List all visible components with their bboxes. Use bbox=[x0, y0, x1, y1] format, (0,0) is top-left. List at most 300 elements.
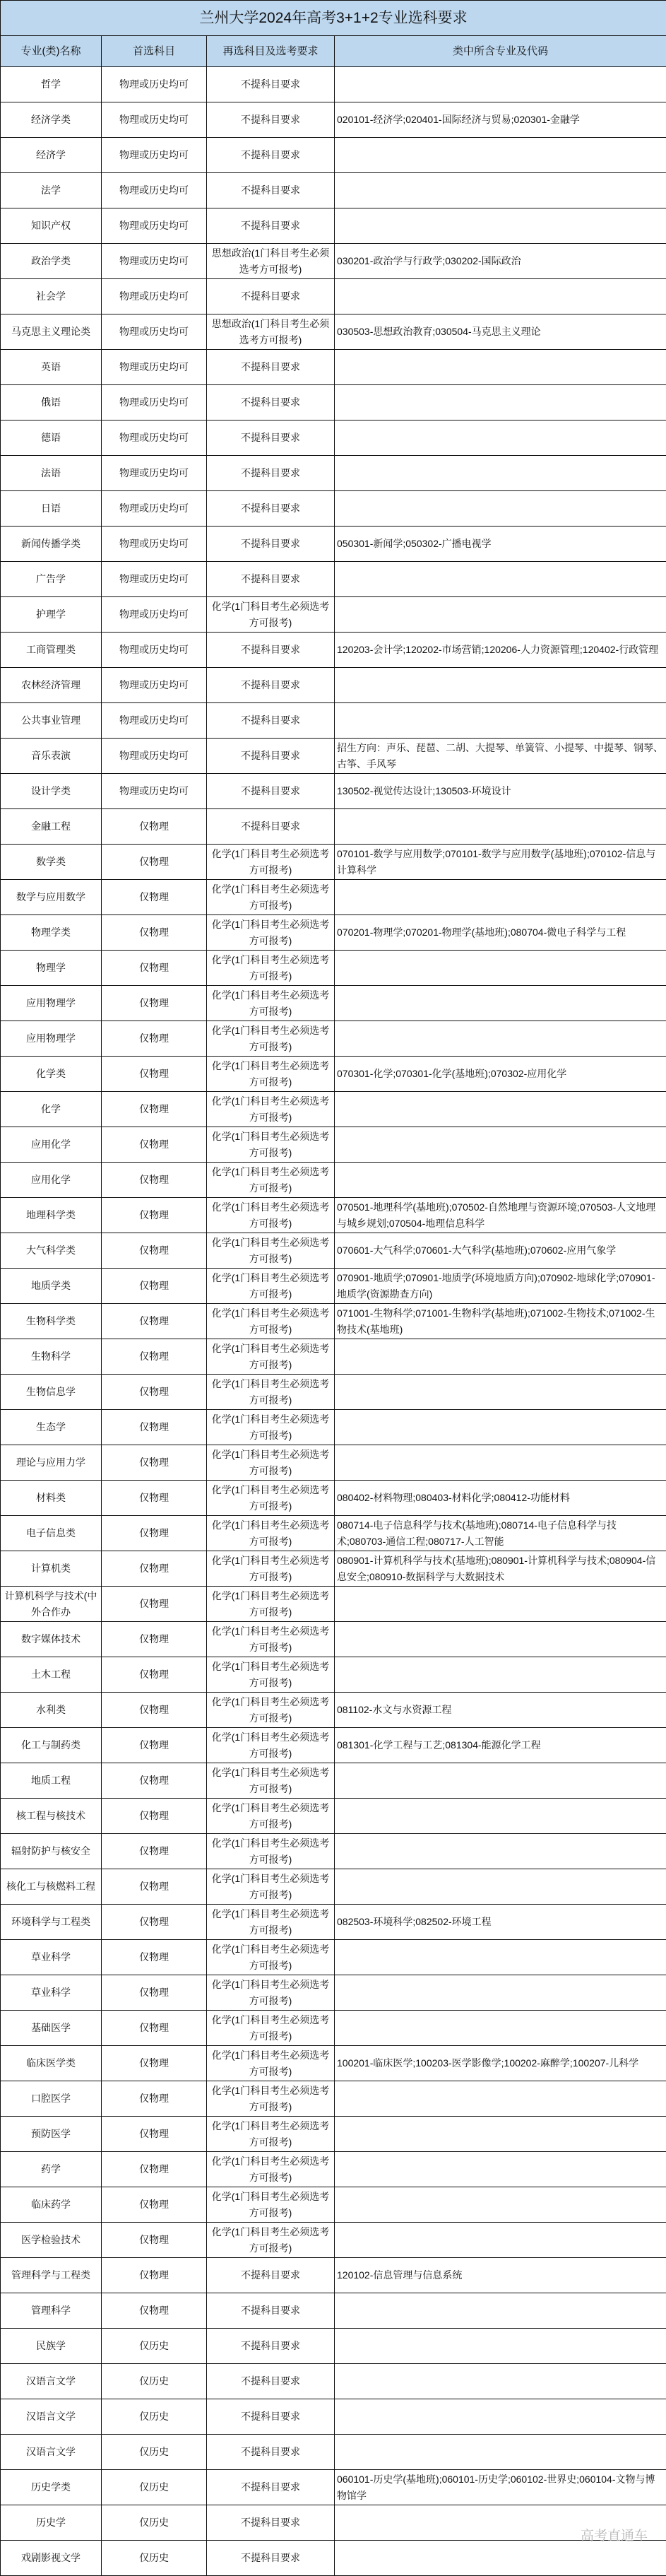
major-codes: 020101-经济学;020401-国际经济与贸易;020301-金融学 bbox=[335, 102, 666, 138]
major-name: 水利类 bbox=[1, 1693, 102, 1728]
major-codes bbox=[335, 2541, 666, 2576]
table-row bbox=[1, 2046, 666, 2081]
second-subject: 化学(1门科目考生必须选考方可报考) bbox=[207, 1198, 335, 1233]
major-codes: 120203-会计学;120202-市场营销;120206-人力资源管理;120402-行政管理 bbox=[335, 633, 666, 668]
table-row bbox=[1, 1233, 666, 1269]
table-row bbox=[1, 2364, 666, 2399]
major-codes bbox=[335, 951, 666, 986]
second-subject: 不提科目要求 bbox=[207, 633, 335, 668]
major-name: 土木工程 bbox=[1, 1657, 102, 1693]
major-name: 历史学 bbox=[1, 2505, 102, 2541]
second-subject: 不提科目要求 bbox=[207, 2541, 335, 2576]
major-name: 理论与应用力学 bbox=[1, 1445, 102, 1481]
major-name: 戏剧影视文学 bbox=[1, 2541, 102, 2576]
second-subject: 不提科目要求 bbox=[207, 739, 335, 774]
table-row bbox=[1, 1622, 666, 1657]
second-subject: 不提科目要求 bbox=[207, 350, 335, 385]
first-subject: 仅物理 bbox=[102, 1940, 207, 1975]
first-subject: 仅物理 bbox=[102, 1410, 207, 1445]
major-name: 地质学类 bbox=[1, 1269, 102, 1304]
second-subject: 化学(1门科目考生必须选考方可报考) bbox=[207, 1587, 335, 1622]
major-name: 日语 bbox=[1, 491, 102, 527]
major-codes bbox=[335, 703, 666, 739]
second-subject: 不提科目要求 bbox=[207, 703, 335, 739]
table-row bbox=[1, 915, 666, 951]
second-subject: 化学(1门科目考生必须选考方可报考) bbox=[207, 1657, 335, 1693]
major-name: 化学类 bbox=[1, 1057, 102, 1092]
table-row bbox=[1, 986, 666, 1021]
major-codes: 050301-新闻学;050302-广播电视学 bbox=[335, 527, 666, 562]
major-codes bbox=[335, 562, 666, 597]
second-subject: 化学(1门科目考生必须选考方可报考) bbox=[207, 1339, 335, 1375]
first-subject: 物理或历史均可 bbox=[102, 314, 207, 350]
major-codes bbox=[335, 1163, 666, 1198]
table-row bbox=[1, 1693, 666, 1728]
major-name: 俄语 bbox=[1, 385, 102, 420]
header-codes: 类中所含专业及代码 bbox=[335, 36, 666, 67]
second-subject: 化学(1门科目考生必须选考方可报考) bbox=[207, 1445, 335, 1481]
major-codes bbox=[335, 2117, 666, 2152]
major-codes: 070201-物理学;070201-物理学(基地班);080704-微电子科学与工程 bbox=[335, 915, 666, 951]
table-row bbox=[1, 597, 666, 633]
first-subject: 仅物理 bbox=[102, 1269, 207, 1304]
major-codes: 070901-地质学;070901-地质学(环境地质方向);070902-地球化学;070901-地质学(资源勘查方向) bbox=[335, 1269, 666, 1304]
first-subject: 仅物理 bbox=[102, 880, 207, 915]
first-subject: 仅物理 bbox=[102, 1869, 207, 1905]
first-subject: 物理或历史均可 bbox=[102, 668, 207, 703]
table-title: 兰州大学2024年高考3+1+2专业选科要求 bbox=[1, 1, 666, 36]
table-row bbox=[1, 1763, 666, 1799]
major-codes bbox=[335, 1940, 666, 1975]
first-subject: 仅历史 bbox=[102, 2364, 207, 2399]
first-subject: 仅历史 bbox=[102, 2505, 207, 2541]
major-name: 草业科学 bbox=[1, 1975, 102, 2011]
table-row bbox=[1, 350, 666, 385]
major-codes bbox=[335, 2152, 666, 2187]
second-subject: 化学(1门科目考生必须选考方可报考) bbox=[207, 1481, 335, 1516]
second-subject: 思想政治(1门科目考生必须选考方可报考) bbox=[207, 244, 335, 279]
table-row bbox=[1, 2011, 666, 2046]
table-row bbox=[1, 173, 666, 208]
table-row bbox=[1, 2541, 666, 2576]
major-name: 法学 bbox=[1, 173, 102, 208]
first-subject: 仅物理 bbox=[102, 2258, 207, 2293]
second-subject: 不提科目要求 bbox=[207, 2364, 335, 2399]
first-subject: 物理或历史均可 bbox=[102, 67, 207, 102]
first-subject: 仅物理 bbox=[102, 1657, 207, 1693]
major-name: 管理科学与工程类 bbox=[1, 2258, 102, 2293]
major-codes bbox=[335, 2081, 666, 2117]
first-subject: 物理或历史均可 bbox=[102, 739, 207, 774]
major-name: 地质工程 bbox=[1, 1763, 102, 1799]
major-codes bbox=[335, 1127, 666, 1163]
major-name: 英语 bbox=[1, 350, 102, 385]
second-subject: 化学(1门科目考生必须选考方可报考) bbox=[207, 1622, 335, 1657]
major-codes: 130502-视觉传达设计;130503-环境设计 bbox=[335, 774, 666, 809]
second-subject: 不提科目要求 bbox=[207, 420, 335, 456]
major-codes bbox=[335, 2435, 666, 2470]
major-name: 应用物理学 bbox=[1, 986, 102, 1021]
second-subject: 不提科目要求 bbox=[207, 2435, 335, 2470]
major-codes bbox=[335, 279, 666, 314]
major-codes: 071001-生物科学;071001-生物科学(基地班);071002-生物技术;071002-生物技术(基地班) bbox=[335, 1304, 666, 1339]
table-row bbox=[1, 491, 666, 527]
major-name: 经济学 bbox=[1, 138, 102, 173]
first-subject: 物理或历史均可 bbox=[102, 173, 207, 208]
second-subject: 化学(1门科目考生必须选考方可报考) bbox=[207, 2081, 335, 2117]
second-subject: 不提科目要求 bbox=[207, 668, 335, 703]
table-row bbox=[1, 703, 666, 739]
major-codes bbox=[335, 2329, 666, 2364]
major-codes bbox=[335, 2364, 666, 2399]
major-codes bbox=[335, 986, 666, 1021]
header-first-subject: 首选科目 bbox=[102, 36, 207, 67]
major-name: 预防医学 bbox=[1, 2117, 102, 2152]
table-row bbox=[1, 2399, 666, 2435]
table-row bbox=[1, 208, 666, 244]
second-subject: 不提科目要求 bbox=[207, 102, 335, 138]
second-subject: 化学(1门科目考生必须选考方可报考) bbox=[207, 1834, 335, 1869]
table-row bbox=[1, 1975, 666, 2011]
major-codes bbox=[335, 1622, 666, 1657]
first-subject: 仅物理 bbox=[102, 845, 207, 880]
second-subject: 化学(1门科目考生必须选考方可报考) bbox=[207, 1763, 335, 1799]
watermark: 高考直通车 bbox=[581, 2525, 648, 2544]
first-subject: 仅历史 bbox=[102, 2435, 207, 2470]
major-codes: 100201-临床医学;100203-医学影像学;100202-麻醉学;100207-儿科学 bbox=[335, 2046, 666, 2081]
major-codes bbox=[335, 880, 666, 915]
table-row bbox=[1, 1057, 666, 1092]
second-subject: 化学(1门科目考生必须选考方可报考) bbox=[207, 880, 335, 915]
second-subject: 化学(1门科目考生必须选考方可报考) bbox=[207, 2011, 335, 2046]
major-name: 数字媒体技术 bbox=[1, 1622, 102, 1657]
first-subject: 仅历史 bbox=[102, 2541, 207, 2576]
table-row bbox=[1, 456, 666, 491]
table-row bbox=[1, 420, 666, 456]
first-subject: 物理或历史均可 bbox=[102, 102, 207, 138]
major-codes: 070301-化学;070301-化学(基地班);070302-应用化学 bbox=[335, 1057, 666, 1092]
table-row bbox=[1, 2258, 666, 2293]
table-row bbox=[1, 845, 666, 880]
first-subject: 仅历史 bbox=[102, 2329, 207, 2364]
major-codes bbox=[335, 1339, 666, 1375]
major-name: 哲学 bbox=[1, 67, 102, 102]
major-name: 应用化学 bbox=[1, 1127, 102, 1163]
first-subject: 仅物理 bbox=[102, 1728, 207, 1763]
first-subject: 物理或历史均可 bbox=[102, 491, 207, 527]
major-codes bbox=[335, 1092, 666, 1127]
first-subject: 仅物理 bbox=[102, 1622, 207, 1657]
major-name: 汉语言文学 bbox=[1, 2399, 102, 2435]
second-subject: 化学(1门科目考生必须选考方可报考) bbox=[207, 1127, 335, 1163]
first-subject: 仅物理 bbox=[102, 809, 207, 845]
first-subject: 仅物理 bbox=[102, 1057, 207, 1092]
major-codes bbox=[335, 67, 666, 102]
major-name: 药学 bbox=[1, 2152, 102, 2187]
table-row bbox=[1, 951, 666, 986]
table-row bbox=[1, 2223, 666, 2258]
second-subject: 化学(1门科目考生必须选考方可报考) bbox=[207, 1304, 335, 1339]
table-row bbox=[1, 1410, 666, 1445]
major-name: 公共事业管理 bbox=[1, 703, 102, 739]
major-name: 生态学 bbox=[1, 1410, 102, 1445]
first-subject: 仅物理 bbox=[102, 2152, 207, 2187]
second-subject: 化学(1门科目考生必须选考方可报考) bbox=[207, 1869, 335, 1905]
major-name: 设计学类 bbox=[1, 774, 102, 809]
table-row bbox=[1, 1481, 666, 1516]
major-name: 大气科学类 bbox=[1, 1233, 102, 1269]
table-row bbox=[1, 1304, 666, 1339]
second-subject: 不提科目要求 bbox=[207, 774, 335, 809]
table-row bbox=[1, 562, 666, 597]
second-subject: 不提科目要求 bbox=[207, 279, 335, 314]
major-name: 政治学类 bbox=[1, 244, 102, 279]
first-subject: 仅物理 bbox=[102, 1198, 207, 1233]
major-codes bbox=[335, 1763, 666, 1799]
second-subject: 化学(1门科目考生必须选考方可报考) bbox=[207, 1693, 335, 1728]
table-row bbox=[1, 2081, 666, 2117]
first-subject: 仅物理 bbox=[102, 1375, 207, 1410]
major-name: 基础医学 bbox=[1, 2011, 102, 2046]
second-subject: 化学(1门科目考生必须选考方可报考) bbox=[207, 1940, 335, 1975]
table-row bbox=[1, 739, 666, 774]
major-codes bbox=[335, 420, 666, 456]
table-row bbox=[1, 138, 666, 173]
first-subject: 仅物理 bbox=[102, 1233, 207, 1269]
second-subject: 不提科目要求 bbox=[207, 456, 335, 491]
first-subject: 物理或历史均可 bbox=[102, 703, 207, 739]
first-subject: 物理或历史均可 bbox=[102, 138, 207, 173]
first-subject: 仅物理 bbox=[102, 1587, 207, 1622]
first-subject: 仅物理 bbox=[102, 1339, 207, 1375]
first-subject: 物理或历史均可 bbox=[102, 597, 207, 633]
first-subject: 仅物理 bbox=[102, 2187, 207, 2223]
major-name: 口腔医学 bbox=[1, 2081, 102, 2117]
table-row bbox=[1, 1445, 666, 1481]
first-subject: 仅物理 bbox=[102, 2011, 207, 2046]
second-subject: 化学(1门科目考生必须选考方可报考) bbox=[207, 2152, 335, 2187]
table-row bbox=[1, 1021, 666, 1057]
major-codes bbox=[335, 1657, 666, 1693]
major-name: 社会学 bbox=[1, 279, 102, 314]
table-row bbox=[1, 1269, 666, 1304]
major-codes bbox=[335, 668, 666, 703]
major-name: 计算机类 bbox=[1, 1551, 102, 1587]
first-subject: 仅物理 bbox=[102, 1799, 207, 1834]
major-codes bbox=[335, 173, 666, 208]
table-row bbox=[1, 102, 666, 138]
second-subject: 化学(1门科目考生必须选考方可报考) bbox=[207, 1516, 335, 1551]
second-subject: 不提科目要求 bbox=[207, 491, 335, 527]
major-name: 物理学 bbox=[1, 951, 102, 986]
major-name: 草业科学 bbox=[1, 1940, 102, 1975]
second-subject: 不提科目要求 bbox=[207, 67, 335, 102]
second-subject: 思想政治(1门科目考生必须选考方可报考) bbox=[207, 314, 335, 350]
second-subject: 不提科目要求 bbox=[207, 385, 335, 420]
major-codes bbox=[335, 456, 666, 491]
second-subject: 化学(1门科目考生必须选考方可报考) bbox=[207, 2187, 335, 2223]
table-row bbox=[1, 668, 666, 703]
major-codes: 招生方向：声乐、琵琶、二胡、大提琴、单簧管、小提琴、中提琴、钢琴、古筝、手风琴 bbox=[335, 739, 666, 774]
table-row bbox=[1, 2505, 666, 2541]
first-subject: 仅物理 bbox=[102, 1445, 207, 1481]
table-row bbox=[1, 774, 666, 809]
table-row bbox=[1, 67, 666, 102]
first-subject: 仅物理 bbox=[102, 1516, 207, 1551]
major-codes bbox=[335, 2187, 666, 2223]
second-subject: 不提科目要求 bbox=[207, 562, 335, 597]
first-subject: 物理或历史均可 bbox=[102, 633, 207, 668]
table-row bbox=[1, 1728, 666, 1763]
first-subject: 仅物理 bbox=[102, 986, 207, 1021]
first-subject: 仅物理 bbox=[102, 1693, 207, 1728]
major-codes: 060101-历史学(基地班);060101-历史学;060102-世界史;060104-文物与博物馆学 bbox=[335, 2470, 666, 2505]
major-codes: 081301-化学工程与工艺;081304-能源化学工程 bbox=[335, 1728, 666, 1763]
first-subject: 仅物理 bbox=[102, 1021, 207, 1057]
major-codes bbox=[335, 385, 666, 420]
table-row bbox=[1, 385, 666, 420]
major-codes: 081102-水文与水资源工程 bbox=[335, 1693, 666, 1728]
major-codes bbox=[335, 2223, 666, 2258]
major-name: 核工程与核技术 bbox=[1, 1799, 102, 1834]
table-row bbox=[1, 527, 666, 562]
table-row bbox=[1, 1657, 666, 1693]
major-codes bbox=[335, 1975, 666, 2011]
second-subject: 不提科目要求 bbox=[207, 2470, 335, 2505]
major-name: 生物科学 bbox=[1, 1339, 102, 1375]
major-codes: 030503-思想政治教育;030504-马克思主义理论 bbox=[335, 314, 666, 350]
first-subject: 仅物理 bbox=[102, 2081, 207, 2117]
first-subject: 仅物理 bbox=[102, 1163, 207, 1198]
table-row bbox=[1, 1799, 666, 1834]
major-name: 德语 bbox=[1, 420, 102, 456]
table-row bbox=[1, 1587, 666, 1622]
major-codes bbox=[335, 2293, 666, 2329]
first-subject: 物理或历史均可 bbox=[102, 562, 207, 597]
table-row bbox=[1, 1375, 666, 1410]
table-row bbox=[1, 809, 666, 845]
table-row bbox=[1, 2152, 666, 2187]
major-name: 核化工与核燃料工程 bbox=[1, 1869, 102, 1905]
second-subject: 化学(1门科目考生必须选考方可报考) bbox=[207, 1021, 335, 1057]
second-subject: 化学(1门科目考生必须选考方可报考) bbox=[207, 1410, 335, 1445]
major-codes: 120102-信息管理与信息系统 bbox=[335, 2258, 666, 2293]
major-codes bbox=[335, 2011, 666, 2046]
second-subject: 不提科目要求 bbox=[207, 208, 335, 244]
table-row bbox=[1, 633, 666, 668]
table-row bbox=[1, 2470, 666, 2505]
second-subject: 不提科目要求 bbox=[207, 527, 335, 562]
major-name: 化学 bbox=[1, 1092, 102, 1127]
major-codes bbox=[335, 1410, 666, 1445]
first-subject: 物理或历史均可 bbox=[102, 527, 207, 562]
second-subject: 不提科目要求 bbox=[207, 138, 335, 173]
major-name: 临床药学 bbox=[1, 2187, 102, 2223]
first-subject: 物理或历史均可 bbox=[102, 244, 207, 279]
first-subject: 物理或历史均可 bbox=[102, 456, 207, 491]
second-subject: 化学(1门科目考生必须选考方可报考) bbox=[207, 1375, 335, 1410]
first-subject: 物理或历史均可 bbox=[102, 420, 207, 456]
major-codes: 082503-环境科学;082502-环境工程 bbox=[335, 1905, 666, 1940]
table-row bbox=[1, 2329, 666, 2364]
first-subject: 仅历史 bbox=[102, 2470, 207, 2505]
second-subject: 化学(1门科目考生必须选考方可报考) bbox=[207, 986, 335, 1021]
table-row bbox=[1, 2187, 666, 2223]
table-row bbox=[1, 1092, 666, 1127]
second-subject: 不提科目要求 bbox=[207, 809, 335, 845]
first-subject: 仅物理 bbox=[102, 1092, 207, 1127]
first-subject: 仅物理 bbox=[102, 1834, 207, 1869]
major-name: 数学与应用数学 bbox=[1, 880, 102, 915]
table-row bbox=[1, 1940, 666, 1975]
major-codes bbox=[335, 2399, 666, 2435]
major-name: 计算机科学与技术(中外合作办 bbox=[1, 1587, 102, 1622]
second-subject: 不提科目要求 bbox=[207, 173, 335, 208]
first-subject: 仅物理 bbox=[102, 1127, 207, 1163]
major-name: 经济学类 bbox=[1, 102, 102, 138]
major-codes bbox=[335, 1375, 666, 1410]
second-subject: 化学(1门科目考生必须选考方可报考) bbox=[207, 951, 335, 986]
header-second-subject: 再选科目及选考要求 bbox=[207, 36, 335, 67]
second-subject: 化学(1门科目考生必须选考方可报考) bbox=[207, 1799, 335, 1834]
table-row bbox=[1, 1339, 666, 1375]
major-codes bbox=[335, 1445, 666, 1481]
major-name: 应用化学 bbox=[1, 1163, 102, 1198]
second-subject: 化学(1门科目考生必须选考方可报考) bbox=[207, 1975, 335, 2011]
first-subject: 物理或历史均可 bbox=[102, 350, 207, 385]
header-major: 专业(类)名称 bbox=[1, 36, 102, 67]
major-codes bbox=[335, 1587, 666, 1622]
major-name: 金融工程 bbox=[1, 809, 102, 845]
table-row bbox=[1, 1905, 666, 1940]
major-codes bbox=[335, 138, 666, 173]
major-name: 医学检验技术 bbox=[1, 2223, 102, 2258]
first-subject: 仅物理 bbox=[102, 1905, 207, 1940]
major-name: 广告学 bbox=[1, 562, 102, 597]
major-codes bbox=[335, 491, 666, 527]
first-subject: 仅物理 bbox=[102, 2293, 207, 2329]
major-name: 数学类 bbox=[1, 845, 102, 880]
second-subject: 不提科目要求 bbox=[207, 2293, 335, 2329]
second-subject: 不提科目要求 bbox=[207, 2329, 335, 2364]
major-name: 电子信息类 bbox=[1, 1516, 102, 1551]
table-row bbox=[1, 1551, 666, 1587]
major-codes: 070101-数学与应用数学;070101-数学与应用数学(基地班);070102-信息与计算科学 bbox=[335, 845, 666, 880]
major-name: 生物信息学 bbox=[1, 1375, 102, 1410]
table-row bbox=[1, 2117, 666, 2152]
major-codes bbox=[335, 1869, 666, 1905]
first-subject: 物理或历史均可 bbox=[102, 279, 207, 314]
major-codes bbox=[335, 208, 666, 244]
major-codes: 030201-政治学与行政学;030202-国际政治 bbox=[335, 244, 666, 279]
table-row bbox=[1, 1834, 666, 1869]
major-name: 护理学 bbox=[1, 597, 102, 633]
table-row bbox=[1, 1516, 666, 1551]
major-codes: 080714-电子信息科学与技术(基地班);080714-电子信息科学与技术;080703-通信工程;080717-人工智能 bbox=[335, 1516, 666, 1551]
second-subject: 化学(1门科目考生必须选考方可报考) bbox=[207, 1163, 335, 1198]
table-row bbox=[1, 2293, 666, 2329]
major-codes bbox=[335, 350, 666, 385]
first-subject: 物理或历史均可 bbox=[102, 774, 207, 809]
table-body bbox=[1, 67, 666, 2576]
first-subject: 仅物理 bbox=[102, 915, 207, 951]
major-name: 管理科学 bbox=[1, 2293, 102, 2329]
table-row bbox=[1, 1127, 666, 1163]
major-name: 地理科学类 bbox=[1, 1198, 102, 1233]
second-subject: 不提科目要求 bbox=[207, 2399, 335, 2435]
second-subject: 化学(1门科目考生必须选考方可报考) bbox=[207, 1057, 335, 1092]
major-name: 农林经济管理 bbox=[1, 668, 102, 703]
